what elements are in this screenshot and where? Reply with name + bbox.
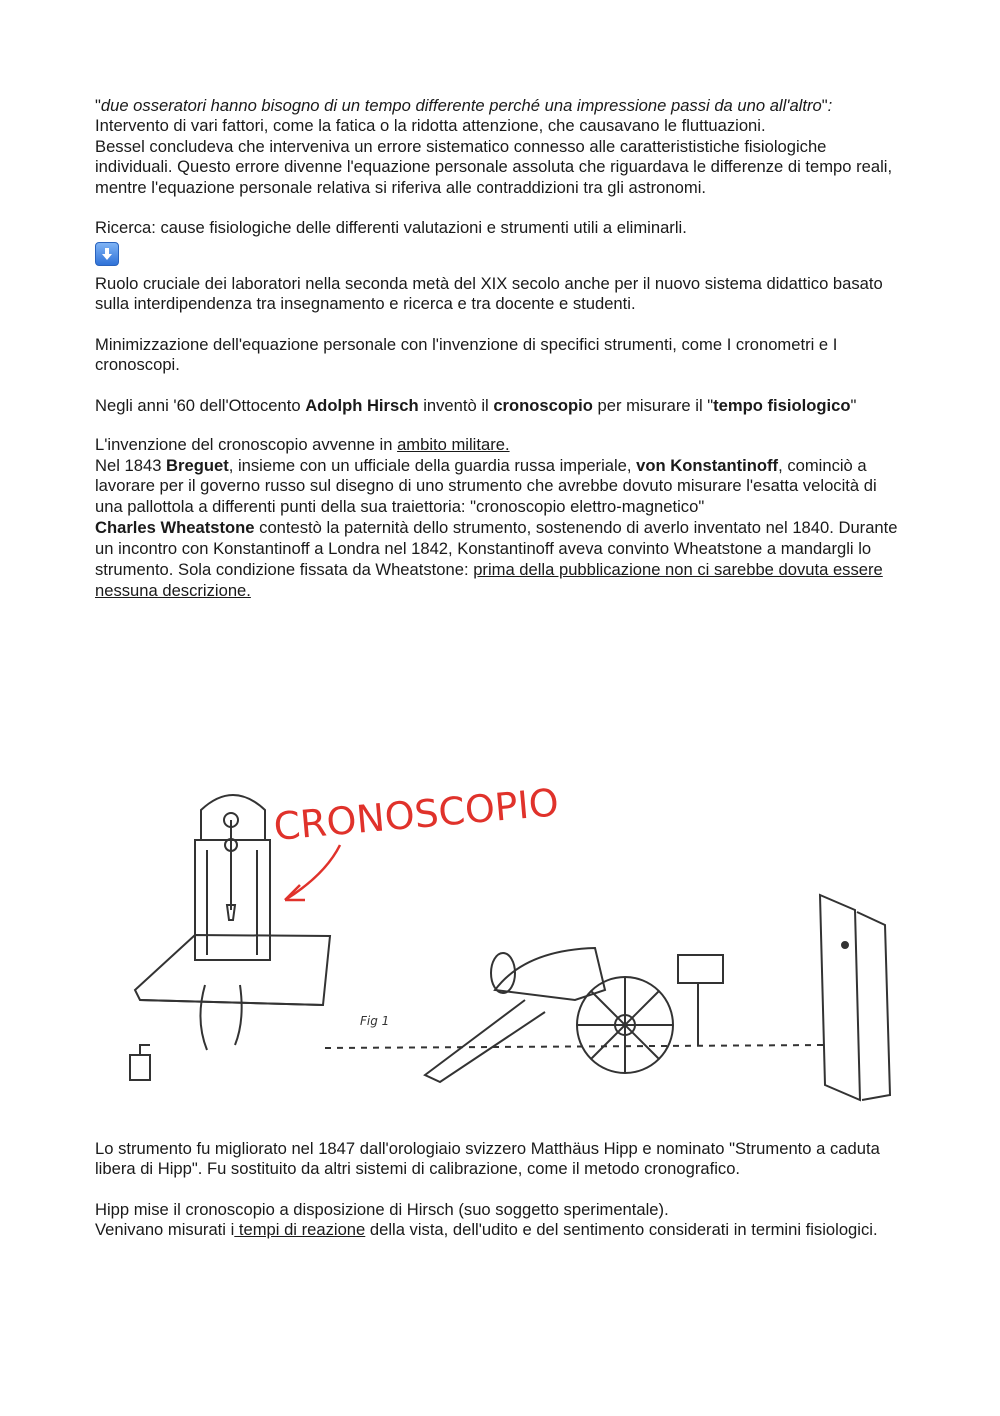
paragraph-ricerca: Ricerca: cause fisiologiche delle differenti valutazioni e strumenti utili a eliminarli. [95, 218, 687, 238]
cronoscopio-drawing [95, 700, 905, 1110]
paragraph-minimizzazione: Minimizzazione dell'equazione personale con l'invenzione di specifici strumenti, come I cronometri e I cronoscopi. [95, 334, 838, 375]
link-ambito-militare[interactable]: ambito militare. [397, 435, 510, 455]
cronoscopio-illustration [95, 700, 905, 1110]
name-wheatstone: Charles Wheatstone [95, 518, 255, 538]
name-hirsch: Adolph Hirsch [305, 396, 419, 416]
quote-italic: due osseratori hanno bisogno di un tempo differente perché una impressione passi da uno all'altro [100, 96, 822, 115]
paragraph-breguet: Nel 1843 Breguet, insieme con un ufficiale della guardia russa imperiale, von Konstantinoff, cominciò a lavorare per il governo russo sul disegno di uno strumento che avrebbe dovuto misurare l'esatta velocità di una pallottola a differenti punti della sua traiettoria: "cronoscopio elettro-magnetico" [95, 455, 877, 516]
name-breguet: Breguet [166, 455, 229, 475]
term-tempo-fisiologico: tempo fisiologico [713, 396, 851, 416]
link-pubblicazione[interactable]: prima della pubblicazione non ci sarebbe dovuta essere nessuna descrizione. [95, 560, 883, 601]
quote-rest: Intervento di vari fattori, come la fatica o la ridotta attenzione, che causavano le fluttuazioni. [95, 116, 766, 136]
name-konstantinoff: von Konstantinoff [636, 455, 779, 475]
down-arrow-icon [95, 242, 119, 266]
term-cronoscopio: cronoscopio [493, 396, 593, 416]
paragraph-bessel: Bessel concludeva che interveniva un errore sistematico connesso alle caratterististiche fisiologiche individuali. Questo errore divenne l'equazione personale assoluta che riguardava le differenze di tempo reali, mentre l'equazione personale relativa si riferiva alle contraddizioni tra gli astronomi. [95, 136, 893, 197]
document-body [95, 96, 905, 601]
paragraph-wheatstone: Charles Wheatstone contestò la paternità dello strumento, sostenendo di averlo inventato nel 1840. Durante un incontro con Konstantinoff a Londra nel 1842, Konstantinoff aveva convinto Wheatstone a mandargli lo strumento. Sola condizione fissata da Wheatstone: prima della pubblicazione non ci sarebbe dovuta essere nessuna descrizione. [95, 518, 898, 601]
link-tempi-reazione[interactable]: tempi di reazione [234, 1220, 366, 1240]
paragraph-hipp: Lo strumento fu migliorato nel 1847 dall'orologiaio svizzero Matthäus Hipp e nominato "Strumento a caduta libera di Hipp". Fu sostituito da altri sistemi di calibrazione, come il metodo cronografico. [95, 1139, 880, 1179]
paragraph-hipp-hirsch: Hipp mise il cronoscopio a disposizione di Hirsch (suo soggetto sperimentale). [95, 1199, 669, 1219]
figure-mark: Fig 1 [360, 1014, 390, 1028]
paragraph-militare: L'invenzione del cronoscopio avvenne in ambito militare. [95, 435, 510, 455]
paragraph-laboratori: Ruolo cruciale dei laboratori nella seconda metà del XIX secolo anche per il nuovo sistema didattico basato sulla interdipendenza tra insegnamento e ricerca e tra docente e studenti. [95, 273, 883, 314]
paragraph-tempi-reazione: Venivano misurati i tempi di reazione della vista, dell'udito e del sentimento considerati in termini fisiologici. [95, 1220, 878, 1240]
paragraph-quote: "due osseratori hanno bisogno di un tempo differente perché una impressione passi da uno all'altro": Intervento di vari fattori, come la fatica o la ridotta attenzione, che causavano le fluttuazioni. [95, 96, 833, 136]
paragraph-hirsch: Negli anni '60 dell'Ottocento Adolph Hirsch inventò il cronoscopio per misurare il "tempo fisiologico" [95, 396, 857, 416]
handwritten-label: CRONOSCOPIO [271, 780, 561, 849]
document-body-continued [95, 1139, 905, 1241]
